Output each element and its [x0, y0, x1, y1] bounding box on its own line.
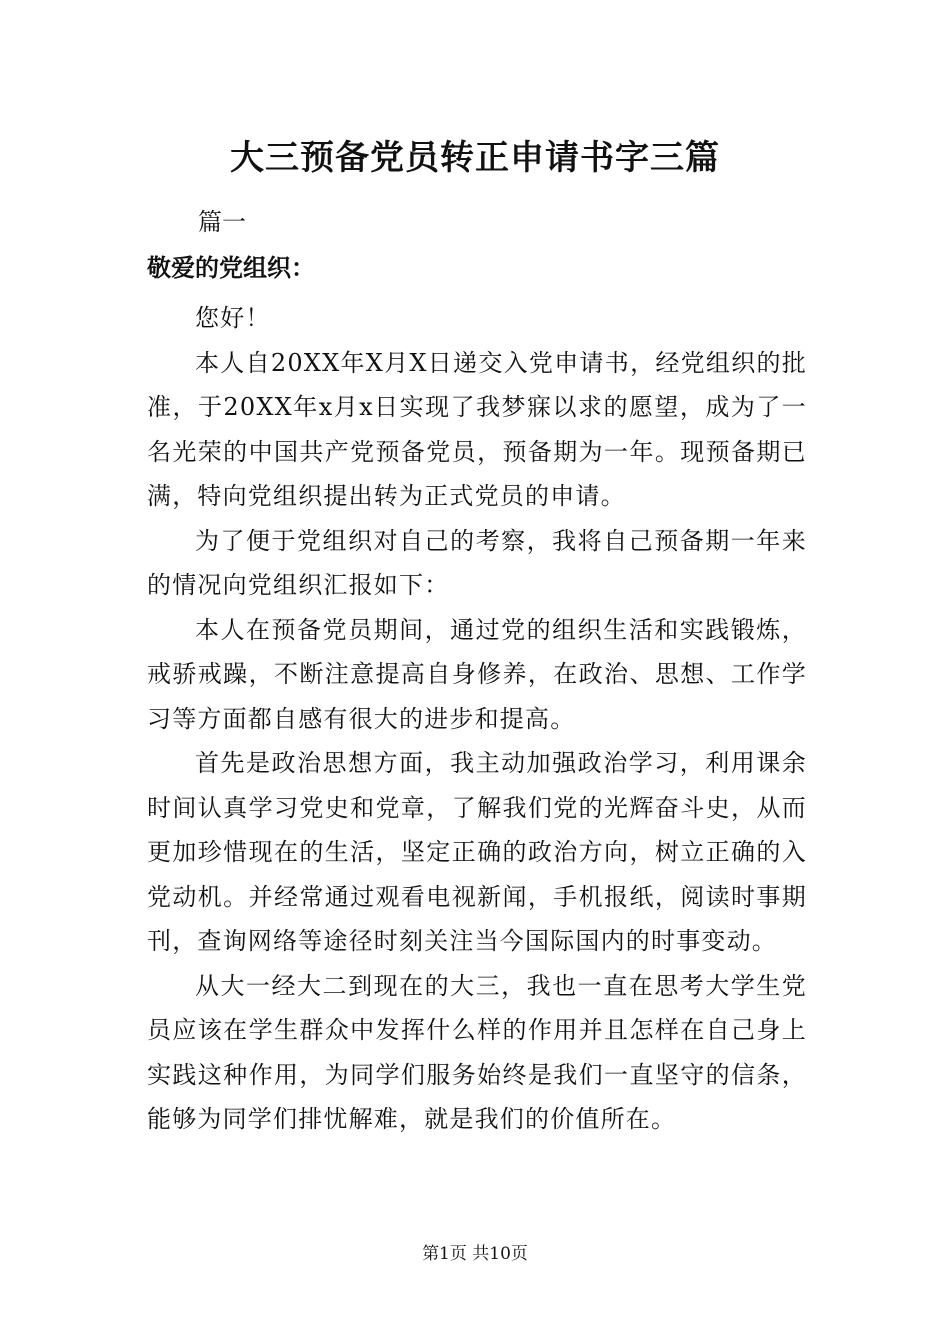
section-label: 篇一 — [198, 208, 246, 236]
paragraph: 从大一经大二到现在的大三，我也一直在思考大学生党员应该在学生群众中发挥什么样的作用并且怎样在自己身上实践这种作用，为同学们服务始终是我们一直坚守的信条，能够为同学们排忧解难，就是我们的价值所在。 — [147, 971, 807, 1133]
paragraph: 您好！ — [195, 304, 271, 332]
paragraph: 为了便于党组织对自己的考察，我将自己预备期一年来的情况向党组织汇报如下： — [147, 526, 807, 599]
salutation: 敬爱的党组织： — [147, 253, 315, 282]
document-title: 大三预备党员转正申请书字三篇 — [230, 138, 720, 178]
paragraph: 本人自20XX年X月X日递交入党申请书，经党组织的批准，于20XX年x月x日实现了我梦寐以求的愿望，成为了一名光荣的中国共产党预备党员，预备期为一年。现预备期已满，特向党组织提出转为正式党员的申请。 — [147, 348, 807, 510]
page-footer: 第1页 共10页 — [422, 1244, 528, 1264]
paragraph: 首先是政治思想方面，我主动加强政治学习，利用课余时间认真学习党史和党章，了解我们党的光辉奋斗史，从而更加珍惜现在的生活，坚定正确的政治方向，树立正确的入党动机。并经常通过观看电视新闻，手机报纸，阅读时事期刊，查询网络等途径时刻关注当今国际国内的时事变动。 — [147, 749, 807, 955]
paragraph: 本人在预备党员期间，通过党的组织生活和实践锻炼，戒骄戒躁，不断注意提高自身修养，在政治、思想、工作学习等方面都自感有很大的进步和提高。 — [147, 615, 807, 733]
document-body — [147, 296, 807, 1142]
